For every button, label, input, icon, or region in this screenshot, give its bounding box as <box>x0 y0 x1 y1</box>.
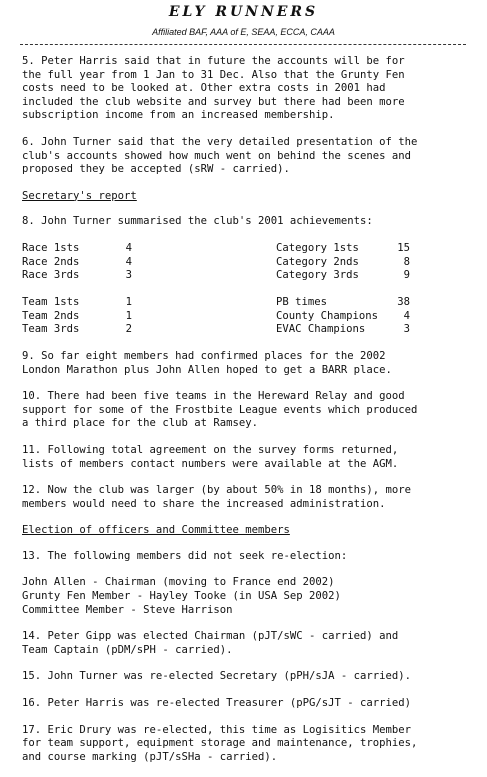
stat-label: Team 3rds <box>22 323 80 336</box>
item-13: 13. The following members did not seek re-election: <box>22 549 348 562</box>
item-16: 16. Peter Harris was re-elected Treasurer (pPG/sJT - carried) <box>22 697 412 710</box>
item-6: 6. John Turner said that the very detailed presentation of the club's accounts showed how much went on behind the scenes and proposed they be accepted (sRW - carried). <box>22 135 418 176</box>
item-11: 11. Following total agreement on the survey forms returned, lists of members contact numbers were available at the AGM. <box>22 443 399 470</box>
stat-value: 3 <box>403 323 410 336</box>
stat-label: Race 2nds <box>22 255 80 268</box>
minutes-body <box>22 55 462 777</box>
stat-value: 1 <box>125 309 132 322</box>
achievements-table-team <box>22 296 462 337</box>
stat-value: 15 <box>397 241 410 254</box>
item-17: 17. Eric Drury was re-elected, this time as Logisitics Member for team support, equipment storage and maintenance, trophies, and course marking (pJT/sSHa - carried). <box>22 723 418 763</box>
stat-label: Category 3rds <box>276 269 359 282</box>
stat-label: Category 2nds <box>276 255 359 268</box>
stat-label: Category 1sts <box>276 241 359 254</box>
item-5: 5. Peter Harris said that in future the accounts will be for the full year from 1 Jan to 31 Dec. Also that the Grunty Fen costs need to be looked at. Other extra costs in 2001 had included the club website and survey but there had been more subscription income from an increased membership. <box>22 55 405 122</box>
stat-label: EVAC Champions <box>276 323 366 336</box>
stat-value: 8 <box>403 255 410 268</box>
election-heading: Election of officers and Committee members <box>22 524 290 537</box>
stat-value: 3 <box>125 269 132 282</box>
secretary-report-heading: Secretary's report <box>22 189 137 202</box>
stat-value: 1 <box>125 295 132 308</box>
stat-label: County Champions <box>276 309 379 322</box>
stat-value: 2 <box>125 323 132 336</box>
stat-value: 4 <box>125 255 132 268</box>
stat-value: 4 <box>125 241 132 254</box>
stat-label: Team 2nds <box>22 309 80 322</box>
stat-value: 4 <box>403 309 410 322</box>
item-15: 15. John Turner was re-elected Secretary (pPH/sJA - carried). <box>22 670 412 683</box>
item-14: 14. Peter Gipp was elected Chairman (pJT/sWC - carried) and Team Captain (pDM/sPH - carried). <box>22 630 399 656</box>
club-title: ELY RUNNERS <box>168 4 319 20</box>
stat-label: Race 1sts <box>22 241 80 254</box>
stat-label: Team 1sts <box>22 295 80 308</box>
item-9: 9. So far eight members had confirmed places for the 2002 London Marathon plus John Allen hoped to get a BARR place. <box>22 349 392 376</box>
item-12: 12. Now the club was larger (by about 50% in 18 months), more members would need to share the increased administration. <box>22 484 412 510</box>
stat-value: 38 <box>397 295 410 308</box>
affiliation-line: Affiliated BAF, AAA of E, SEAA, ECCA, CAAA <box>152 27 335 37</box>
item-8: 8. John Turner summarised the club's 2001 achievements: <box>22 215 373 228</box>
stat-label: PB times <box>276 295 328 308</box>
header-divider <box>20 44 466 45</box>
achievements-table-race <box>22 242 462 283</box>
stat-label: Race 3rds <box>22 269 80 282</box>
item-10: 10. There had been five teams in the Hereward Relay and good support for some of the Frostbite League events which produced a third place for the club at Ramsey. <box>22 390 418 430</box>
stat-value: 9 <box>403 269 410 282</box>
retiring-members-list: John Allen - Chairman (moving to France end 2002) Grunty Fen Member - Hayley Tooke (in USA Sep 2002) Committee Member - Steve Harrison <box>22 576 341 616</box>
